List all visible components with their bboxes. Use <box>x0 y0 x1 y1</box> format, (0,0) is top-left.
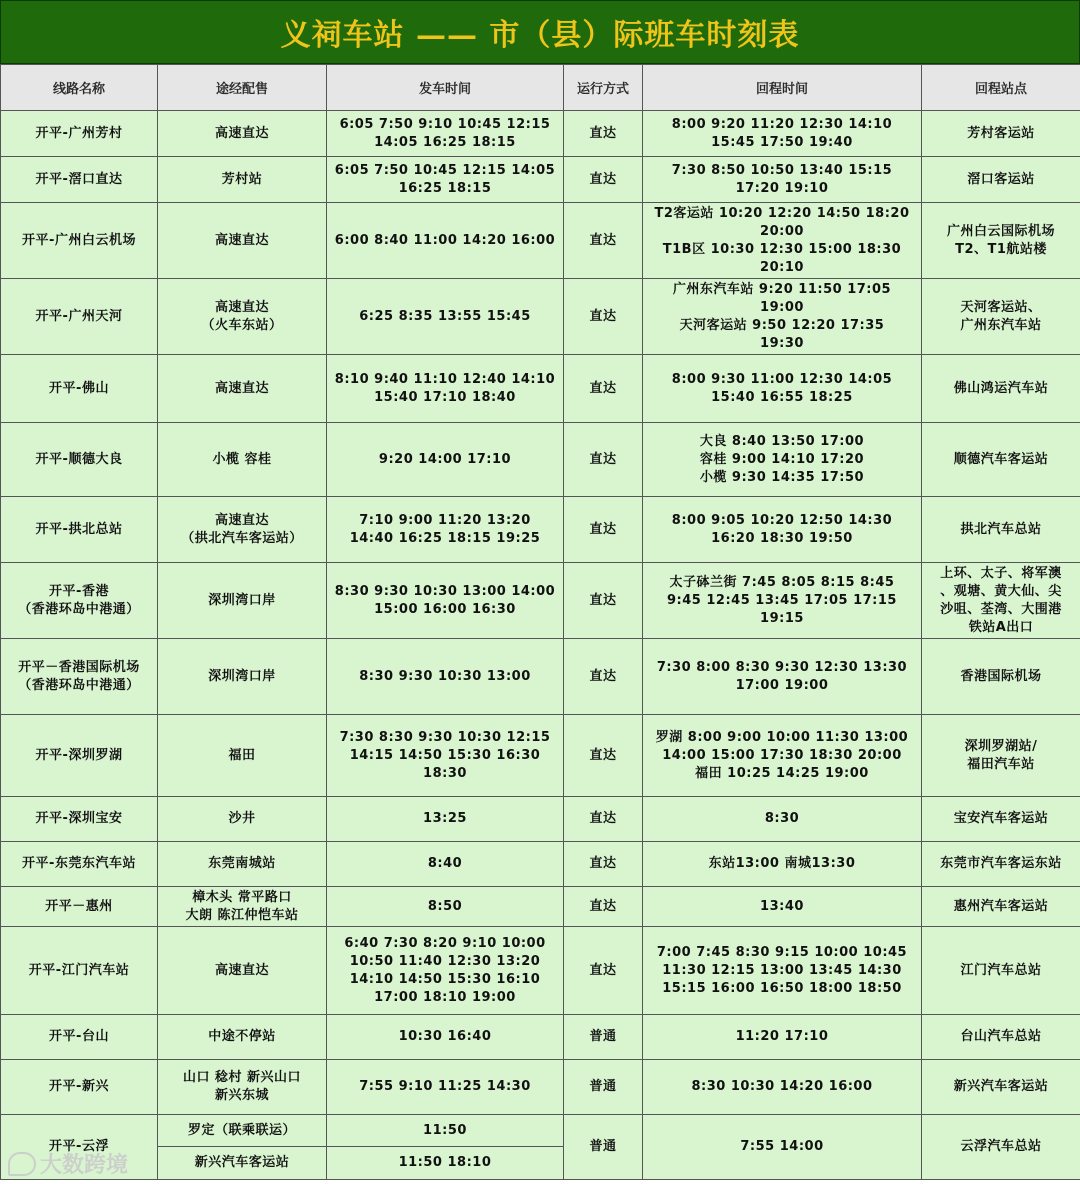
via-stops: 小榄 容桂 <box>158 423 327 497</box>
via-stops: 沙井 <box>158 797 327 842</box>
table-row <box>1 279 1080 355</box>
depart-times: 6:40 7:30 8:20 9:10 10:00 10:50 11:40 12:30 13:20 14:10 14:50 15:30 16:10 17:00 18:10 19:00 <box>327 927 564 1015</box>
watermark-text: 大数跨境 <box>40 1153 129 1178</box>
table-row <box>1 639 1080 715</box>
depart-times: 6:00 8:40 11:00 14:20 16:00 <box>327 203 564 279</box>
return-times: 11:20 17:10 <box>643 1015 922 1060</box>
table-row <box>1 1015 1080 1060</box>
run-mode: 直达 <box>564 715 643 797</box>
return-times: 大良 8:40 13:50 17:00 容桂 9:00 14:10 17:20 小榄 9:30 14:35 17:50 <box>643 423 922 497</box>
route-name: 开平-新兴 <box>1 1060 158 1115</box>
run-mode: 直达 <box>564 563 643 639</box>
table-row <box>1 715 1080 797</box>
via-stops: 东莞南城站 <box>158 842 327 887</box>
return-times: 太子砵兰街 7:45 8:05 8:15 8:45 9:45 12:45 13:45 17:05 17:15 19:15 <box>643 563 922 639</box>
run-mode: 直达 <box>564 279 643 355</box>
return-station: 佛山鸿运汽车站 <box>922 355 1080 423</box>
route-name: 开平-顺德大良 <box>1 423 158 497</box>
run-mode: 普通 <box>564 1115 643 1180</box>
return-times: 8:00 9:30 11:00 12:30 14:05 15:40 16:55 18:25 <box>643 355 922 423</box>
table-row <box>1 797 1080 842</box>
route-name: 开平-云浮 <box>1 1115 158 1180</box>
via-stops: 福田 <box>158 715 327 797</box>
timetable <box>0 64 1080 1180</box>
run-mode: 普通 <box>564 1060 643 1115</box>
run-mode: 直达 <box>564 423 643 497</box>
via-stops: 深圳湾口岸 <box>158 639 327 715</box>
table-row <box>1 423 1080 497</box>
return-station: 台山汽车总站 <box>922 1015 1080 1060</box>
page-title: 义祠车站 —— 市（县）际班车时刻表 <box>0 0 1080 64</box>
table-row <box>1 497 1080 563</box>
return-station: 芳村客运站 <box>922 111 1080 157</box>
return-times: 13:40 <box>643 887 922 927</box>
table-row <box>1 355 1080 423</box>
table-row <box>1 842 1080 887</box>
route-name: 开平-台山 <box>1 1015 158 1060</box>
return-times: 8:00 9:05 10:20 12:50 14:30 16:20 18:30 19:50 <box>643 497 922 563</box>
return-station: 宝安汽车客运站 <box>922 797 1080 842</box>
run-mode: 直达 <box>564 927 643 1015</box>
depart-times: 7:30 8:30 9:30 10:30 12:15 14:15 14:50 15:30 16:30 18:30 <box>327 715 564 797</box>
route-name: 开平-深圳宝安 <box>1 797 158 842</box>
route-name: 开平－惠州 <box>1 887 158 927</box>
via-stops: 高速直达 <box>158 203 327 279</box>
depart-times: 6:05 7:50 10:45 12:15 14:05 16:25 18:15 <box>327 157 564 203</box>
table-row <box>1 927 1080 1015</box>
depart-times: 8:40 <box>327 842 564 887</box>
depart-times: 11:50 18:10 <box>327 1147 564 1180</box>
run-mode: 直达 <box>564 639 643 715</box>
return-station: 香港国际机场 <box>922 639 1080 715</box>
table-row <box>1 157 1080 203</box>
depart-times: 13:25 <box>327 797 564 842</box>
route-name: 开平-江门汽车站 <box>1 927 158 1015</box>
return-times: 广州东汽车站 9:20 11:50 17:05 19:00 天河客运站 9:50 12:20 17:35 19:30 <box>643 279 922 355</box>
depart-times: 9:20 14:00 17:10 <box>327 423 564 497</box>
route-name: 开平-广州白云机场 <box>1 203 158 279</box>
route-name: 开平-广州天河 <box>1 279 158 355</box>
depart-times: 6:25 8:35 13:55 15:45 <box>327 279 564 355</box>
depart-times: 6:05 7:50 9:10 10:45 12:15 14:05 16:25 18:15 <box>327 111 564 157</box>
table-row <box>1 887 1080 927</box>
depart-times: 8:50 <box>327 887 564 927</box>
route-name: 开平-东莞东汽车站 <box>1 842 158 887</box>
table-row <box>1 1115 1080 1147</box>
via-stops: 新兴汽车客运站 <box>158 1147 327 1180</box>
run-mode: 直达 <box>564 497 643 563</box>
return-times: 7:55 14:00 <box>643 1115 922 1180</box>
header-return: 回程时间 <box>643 65 922 111</box>
via-stops: 樟木头 常平路口 大朗 陈江仲恺车站 <box>158 887 327 927</box>
via-stops: 高速直达 <box>158 111 327 157</box>
return-station: 上环、太子、将军澳 、观塘、黄大仙、尖 沙咀、荃湾、大围港 铁站A出口 <box>922 563 1080 639</box>
via-stops: 高速直达 <box>158 927 327 1015</box>
table-row <box>1 1060 1080 1115</box>
return-times: 8:30 <box>643 797 922 842</box>
return-station: 新兴汽车客运站 <box>922 1060 1080 1115</box>
route-name: 开平-拱北总站 <box>1 497 158 563</box>
depart-times: 10:30 16:40 <box>327 1015 564 1060</box>
run-mode: 直达 <box>564 887 643 927</box>
route-name: 开平-滘口直达 <box>1 157 158 203</box>
return-station: 滘口客运站 <box>922 157 1080 203</box>
header-route: 线路名称 <box>1 65 158 111</box>
run-mode: 直达 <box>564 111 643 157</box>
return-times: 8:30 10:30 14:20 16:00 <box>643 1060 922 1115</box>
return-times: 8:00 9:20 11:20 12:30 14:10 15:45 17:50 19:40 <box>643 111 922 157</box>
header-station: 回程站点 <box>922 65 1080 111</box>
table-row <box>1 563 1080 639</box>
depart-times: 8:10 9:40 11:10 12:40 14:10 15:40 17:10 18:40 <box>327 355 564 423</box>
header-row <box>1 65 1080 111</box>
return-times: 7:30 8:00 8:30 9:30 12:30 13:30 17:00 19:00 <box>643 639 922 715</box>
return-times: 罗湖 8:00 9:00 10:00 11:30 13:00 14:00 15:00 17:30 18:30 20:00 福田 10:25 14:25 19:00 <box>643 715 922 797</box>
route-name: 开平-深圳罗湖 <box>1 715 158 797</box>
return-station: 东莞市汽车客运东站 <box>922 842 1080 887</box>
return-station: 天河客运站、 广州东汽车站 <box>922 279 1080 355</box>
run-mode: 直达 <box>564 797 643 842</box>
table-row <box>1 111 1080 157</box>
return-times: 7:30 8:50 10:50 13:40 15:15 17:20 19:10 <box>643 157 922 203</box>
via-stops: 高速直达 （拱北汽车客运站） <box>158 497 327 563</box>
return-station: 顺德汽车客运站 <box>922 423 1080 497</box>
via-stops: 深圳湾口岸 <box>158 563 327 639</box>
via-stops: 山口 稔村 新兴山口 新兴东城 <box>158 1060 327 1115</box>
return-times: T2客运站 10:20 12:20 14:50 18:20 20:00 T1B区 10:30 12:30 15:00 18:30 20:10 <box>643 203 922 279</box>
via-stops: 中途不停站 <box>158 1015 327 1060</box>
return-station: 江门汽车总站 <box>922 927 1080 1015</box>
run-mode: 直达 <box>564 355 643 423</box>
depart-times: 7:55 9:10 11:25 14:30 <box>327 1060 564 1115</box>
run-mode: 直达 <box>564 842 643 887</box>
return-station: 深圳罗湖站/ 福田汽车站 <box>922 715 1080 797</box>
route-name: 开平-佛山 <box>1 355 158 423</box>
depart-times: 8:30 9:30 10:30 13:00 14:00 15:00 16:00 16:30 <box>327 563 564 639</box>
depart-times: 11:50 <box>327 1115 564 1147</box>
return-station: 云浮汽车总站 <box>922 1115 1080 1180</box>
route-name: 开平－香港国际机场 （香港环岛中港通） <box>1 639 158 715</box>
via-stops: 芳村站 <box>158 157 327 203</box>
return-station: 惠州汽车客运站 <box>922 887 1080 927</box>
depart-times: 8:30 9:30 10:30 13:00 <box>327 639 564 715</box>
return-times: 7:00 7:45 8:30 9:15 10:00 10:45 11:30 12:15 13:00 13:45 14:30 15:15 16:00 16:50 18:00 18:50 <box>643 927 922 1015</box>
header-via: 途经配售 <box>158 65 327 111</box>
route-name: 开平-香港 （香港环岛中港通） <box>1 563 158 639</box>
header-depart: 发车时间 <box>327 65 564 111</box>
depart-times: 7:10 9:00 11:20 13:20 14:40 16:25 18:15 19:25 <box>327 497 564 563</box>
return-times: 东站13:00 南城13:30 <box>643 842 922 887</box>
route-name: 开平-广州芳村 <box>1 111 158 157</box>
table-row <box>1 203 1080 279</box>
run-mode: 直达 <box>564 157 643 203</box>
via-stops: 高速直达 （火车东站） <box>158 279 327 355</box>
via-stops: 罗定（联乘联运） <box>158 1115 327 1147</box>
return-station: 广州白云国际机场 T2、T1航站楼 <box>922 203 1080 279</box>
return-station: 拱北汽车总站 <box>922 497 1080 563</box>
via-stops: 高速直达 <box>158 355 327 423</box>
header-mode: 运行方式 <box>564 65 643 111</box>
run-mode: 普通 <box>564 1015 643 1060</box>
run-mode: 直达 <box>564 203 643 279</box>
